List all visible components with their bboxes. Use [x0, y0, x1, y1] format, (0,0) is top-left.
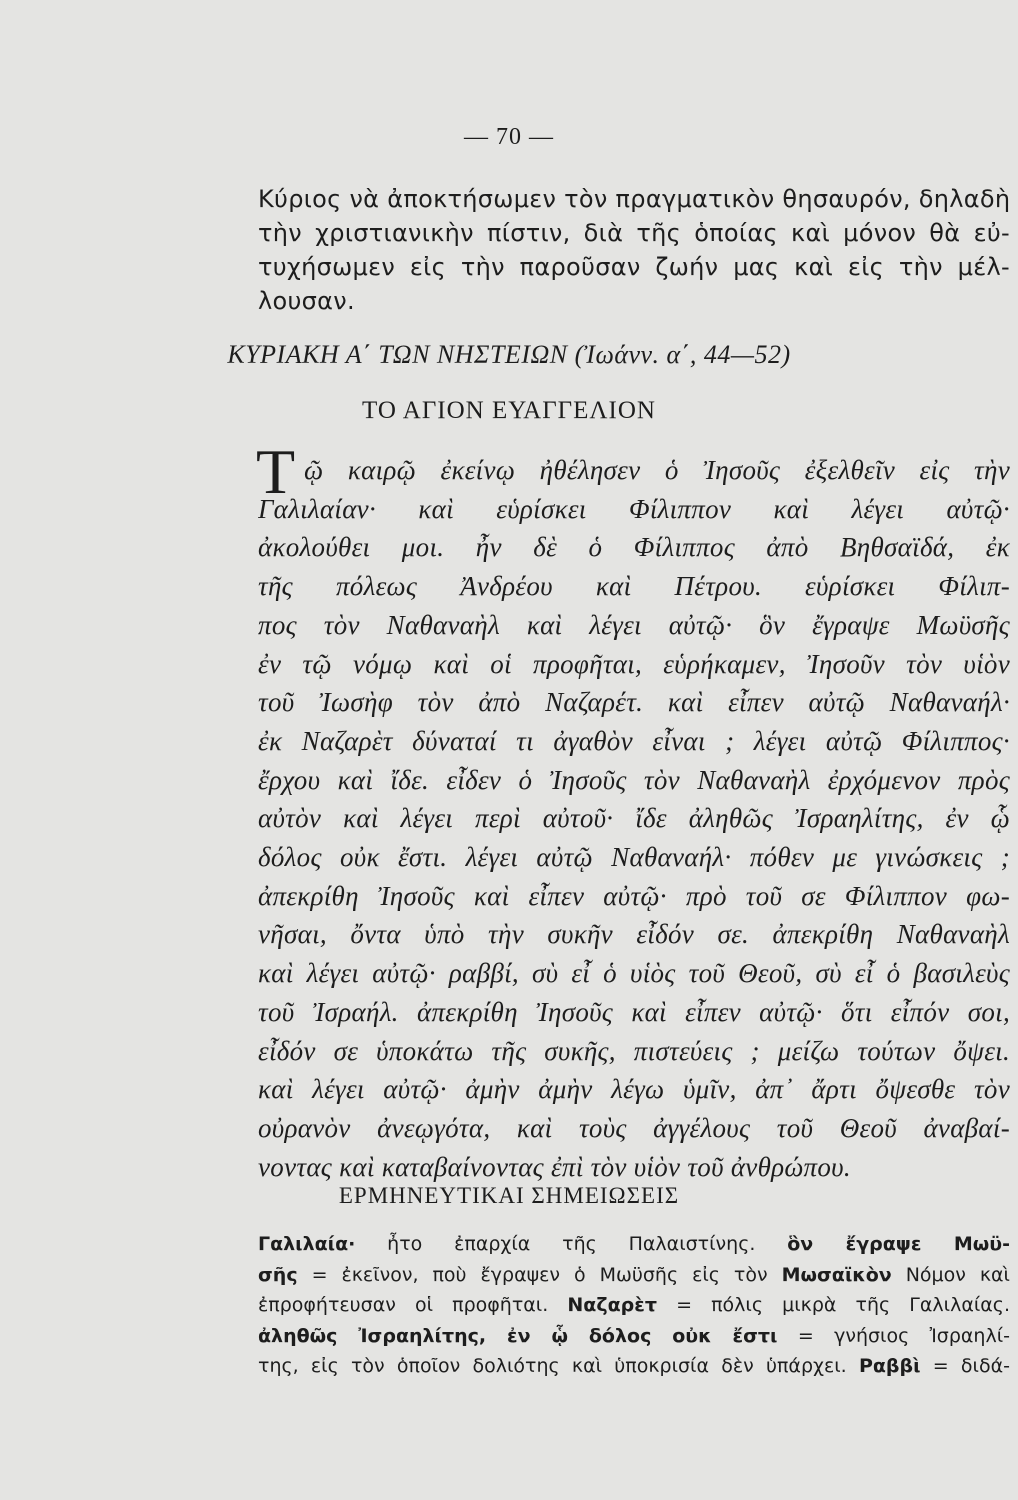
note-text: της, εἰς τὸν ὁποῖον δολιότης καὶ ὑποκρισία δὲν ὑπάρχει.: [258, 1355, 859, 1377]
note-line: [258, 1321, 1010, 1352]
note-line: [258, 1351, 1010, 1382]
text-line: λουσαν.: [258, 287, 355, 315]
text-line: ἐν τῷ νόμῳ καὶ οἱ προφῆται, εὑρήκαμεν, Ἰησοῦν τὸν υἱὸν: [258, 648, 1010, 679]
text-line: αὐτὸν καὶ λέγει περὶ αὐτοῦ· ἴδε ἀληθῶς Ἰσραηλίτης, ἐν ᾧ: [258, 803, 1010, 834]
text-line: οὐρανὸν ἀνεῳγότα, καὶ τοὺς ἀγγέλους τοῦ Θεοῦ ἀναβαί-: [258, 1112, 1010, 1143]
note-term: σῆς: [258, 1263, 298, 1286]
text-line: ἔρχου καὶ ἴδε. εἶδεν ὁ Ἰησοῦς τὸν Ναθαναὴλ ἐρχόμενον πρὸς: [258, 764, 1010, 795]
text-line: τῆς πόλεως Ἀνδρέου καὶ Πέτρου. εὑρίσκει Φίλιπ-: [258, 571, 1010, 602]
gospel-heading: ΤΟ ΑΓΙΟΝ ΕΥΑΓΓΕΛΙΟΝ: [362, 397, 656, 424]
note-text: ἦτο ἐπαρχία τῆς Παλαιστίνης.: [355, 1233, 788, 1255]
notes-heading: ΕΡΜΗΝΕΥΤΙΚΑΙ ΣΗΜΕΙΩΣΕΙΣ: [338, 1183, 680, 1208]
note-line: [258, 1229, 1010, 1260]
drop-cap: Τ: [256, 436, 296, 507]
sunday-heading: ΚΥΡΙΑΚΗ Α΄ ΤΩΝ ΝΗΣΤΕΙΩΝ (Ἰωάνν. α΄, 44—52): [227, 340, 791, 369]
text-line: καὶ λέγει αὐτῷ· ἀμὴν ἀμὴν λέγω ὑμῖν, ἀπ᾽ ἄρτι ὄψεσθε τὸν: [258, 1074, 1010, 1105]
note-text: ἐπροφήτευσαν οἱ προφῆται.: [258, 1294, 568, 1316]
intro-paragraph: [258, 182, 1010, 318]
text-line: τυχήσωμεν εἰς τὴν παροῦσαν ζωήν μας καὶ εἰς τὴν μέλ-: [258, 253, 1010, 281]
note-text: = ἐκεῖνον, ποὺ ἔγραψεν ὁ Μωϋσῆς εἰς τὸν: [297, 1263, 782, 1286]
text-line: ῷ καιρῷ ἐκείνῳ ἠθέλησεν ὁ Ἰησοῦς ἐξελθεῖν εἰς τὴν: [304, 455, 1010, 485]
text-line: τὴν χριστιανικὴν πίστιν, διὰ τῆς ὁποίας καὶ μόνον θὰ εὐ-: [258, 219, 1010, 247]
text-line: τοῦ Ἰωσὴφ τὸν ἀπὸ Ναζαρέτ. καὶ εἶπεν αὐτῷ Ναθαναήλ·: [258, 687, 1010, 718]
note-text: Νόμον καὶ: [891, 1263, 1010, 1286]
note-term: ὃν ἔγραψε Μωϋ-: [787, 1233, 1010, 1255]
note-term: Ναζαρὲτ: [567, 1294, 657, 1316]
note-term: Γαλιλαία·: [258, 1233, 356, 1255]
text-line: Γαλιλαίαν· καὶ εὑρίσκει Φίλιππον καὶ λέγει αὐτῷ·: [258, 493, 1010, 524]
note-text: = διδά-: [920, 1355, 1010, 1377]
text-line: ἀκολούθει μοι. ἦν δὲ ὁ Φίλιππος ἀπὸ Βηθσαϊδά, ἐκ: [258, 532, 1010, 563]
text-line: καὶ λέγει αὐτῷ· ραββί, σὺ εἶ ὁ υἱὸς τοῦ Θεοῦ, σὺ εἶ ὁ βασιλεὺς: [258, 958, 1010, 989]
explanatory-notes: [258, 1229, 1010, 1382]
page-number: — 70 —: [464, 124, 554, 150]
text-line: Κύριος νὰ ἀποκτήσωμεν τὸν πραγματικὸν θησαυρόν, δηλαδὴ: [258, 185, 1010, 213]
note-line: [258, 1290, 1010, 1321]
text-line: ἀπεκρίθη Ἰησοῦς καὶ εἶπεν αὐτῷ· πρὸ τοῦ σε Φίλιππον φω-: [258, 880, 1010, 911]
note-term: ἀληθῶς Ἰσραηλίτης, ἐν ᾧ δόλος οὐκ ἔστι: [258, 1324, 778, 1347]
text-line: εἶδόν σε ὑποκάτω τῆς συκῆς, πιστεύεις ; μείζω τούτων ὄψει.: [258, 1035, 1010, 1066]
note-text: = πόλις μικρὰ τῆς Γαλιλαίας.: [656, 1294, 1010, 1316]
text-line: νῆσαι, ὄντα ὑπὸ τὴν συκῆν εἶδόν σε. ἀπεκρίθη Ναθαναὴλ: [258, 919, 1010, 950]
note-term: Ραββὶ: [858, 1355, 921, 1377]
note-line: [258, 1260, 1010, 1291]
note-term: Μωσαϊκὸν: [781, 1263, 892, 1286]
text-line: δόλος οὐκ ἔστι. λέγει αὐτῷ Ναθαναήλ· πόθεν με γινώσκεις ;: [258, 842, 1010, 873]
text-line: ἐκ Ναζαρὲτ δύναταί τι ἀγαθὸν εἶναι ; λέγει αὐτῷ Φίλιππος·: [258, 725, 1010, 756]
text-line: νοντας καὶ καταβαίνοντας ἐπὶ τὸν υἱὸν τοῦ ἀνθρώπου.: [258, 1151, 851, 1182]
text-line: πος τὸν Ναθαναὴλ καὶ λέγει αὐτῷ· ὃν ἔγραψε Μωϋσῆς: [258, 609, 1010, 640]
text-line: τοῦ Ἰσραήλ. ἀπεκρίθη Ἰησοῦς καὶ εἶπεν αὐτῷ· ὅτι εἶπόν σοι,: [258, 996, 1010, 1027]
note-text: = γνήσιος Ἰσραηλί-: [777, 1324, 1010, 1347]
gospel-text: [258, 451, 1010, 1186]
